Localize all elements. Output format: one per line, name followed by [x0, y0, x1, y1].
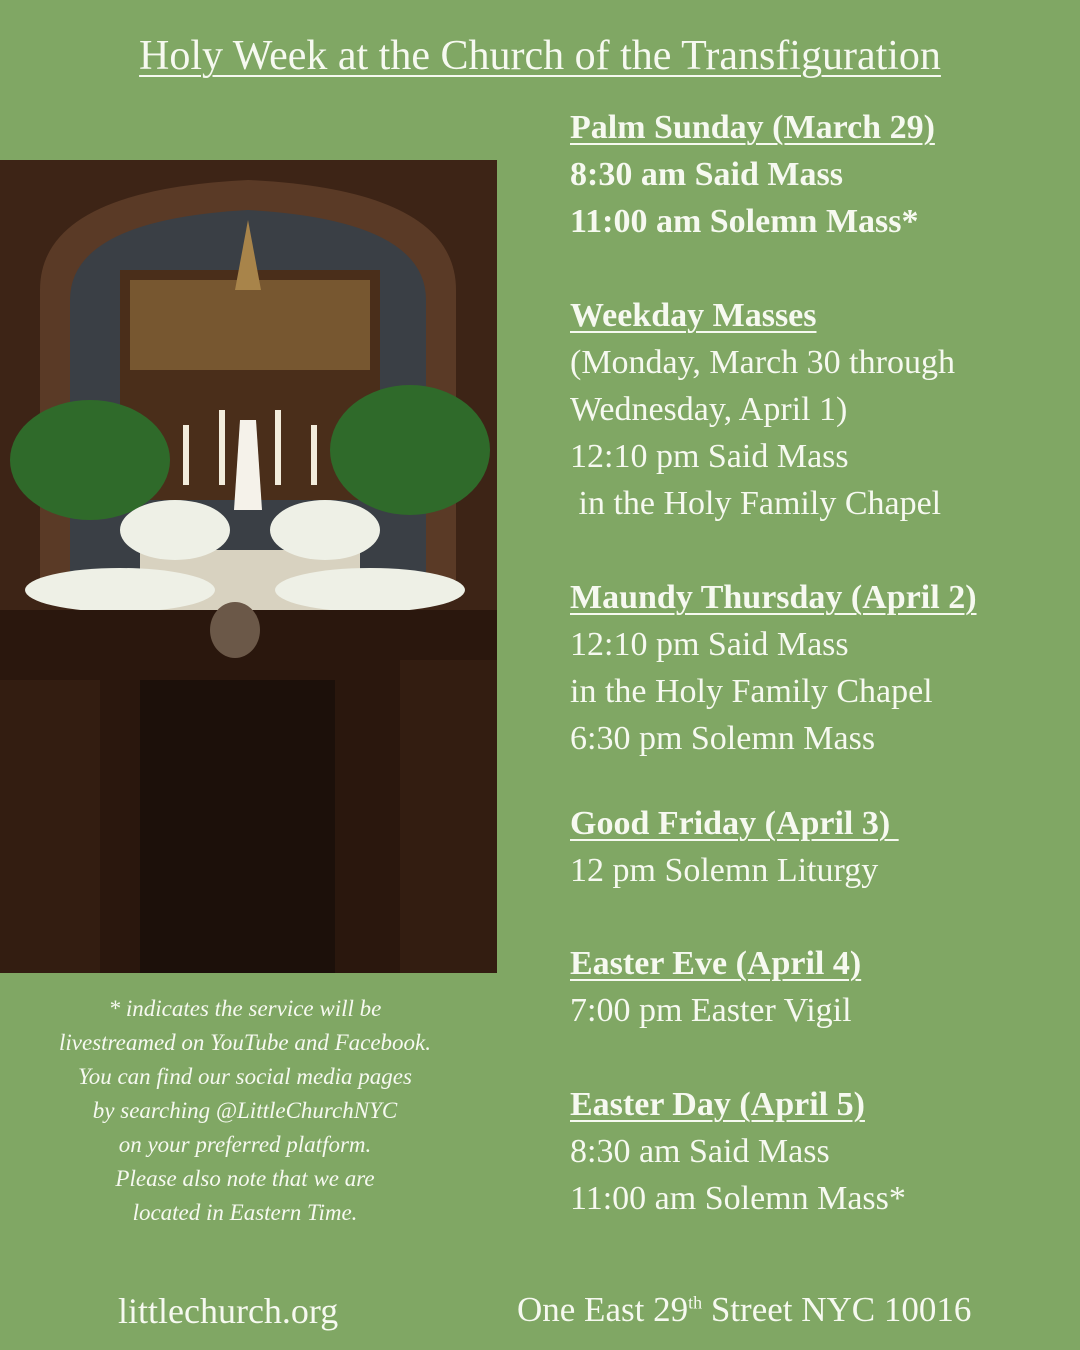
- address: [517, 1290, 971, 1330]
- service-line: 12 pm Solemn Liturgy: [570, 852, 879, 889]
- website-link[interactable]: littlechurch.org: [118, 1291, 339, 1331]
- note-line: Please also note that we are: [115, 1166, 375, 1191]
- service-line: 7:00 pm Easter Vigil: [570, 992, 852, 1029]
- service-line: 11:00 am Solemn Mass*: [570, 203, 919, 240]
- service-line: in the Holy Family Chapel: [570, 485, 942, 522]
- service-line: 6:30 pm Solemn Mass: [570, 720, 876, 757]
- section-heading: Easter Eve (April 4): [570, 945, 862, 982]
- section-heading: Maundy Thursday (April 2): [570, 579, 977, 616]
- service-line: 12:10 pm Said Mass: [570, 438, 849, 475]
- note-line: * indicates the service will be: [108, 996, 382, 1021]
- address-street: Street NYC 10016: [702, 1290, 972, 1329]
- section-easter-eve: [570, 940, 861, 1034]
- section-heading: Weekday Masses: [570, 297, 817, 334]
- service-line: (Monday, March 30 through: [570, 344, 955, 381]
- note-line: You can find our social media pages: [78, 1064, 412, 1089]
- note-line: on your preferred platform.: [118, 1132, 372, 1157]
- service-line: 12:10 pm Said Mass: [570, 626, 849, 663]
- section-weekday-masses: [570, 292, 955, 527]
- section-maundy-thursday: [570, 574, 977, 762]
- ordinal-suffix: th: [688, 1292, 703, 1313]
- note-line: located in Eastern Time.: [132, 1200, 358, 1225]
- service-line: 8:30 am Said Mass: [570, 156, 843, 193]
- address-number: One East 29: [517, 1290, 689, 1329]
- service-line: in the Holy Family Chapel: [570, 673, 933, 710]
- service-line: 11:00 am Solemn Mass*: [570, 1180, 906, 1217]
- note-line: livestreamed on YouTube and Facebook.: [59, 1030, 431, 1055]
- altar-photo: [0, 160, 497, 973]
- service-line: Wednesday, April 1): [570, 391, 848, 428]
- section-good-friday: [570, 800, 899, 894]
- section-heading: Good Friday (April 3): [570, 805, 899, 842]
- note-line: by searching @LittleChurchNYC: [92, 1098, 398, 1123]
- livestream-note: [0, 992, 490, 1230]
- section-heading: Easter Day (April 5): [570, 1086, 865, 1123]
- page-title: Holy Week at the Church of the Transfiguration: [139, 33, 941, 79]
- section-palm-sunday: [570, 104, 935, 245]
- section-heading: Palm Sunday (March 29): [570, 109, 935, 146]
- section-easter-day: [570, 1081, 906, 1222]
- service-line: 8:30 am Said Mass: [570, 1133, 830, 1170]
